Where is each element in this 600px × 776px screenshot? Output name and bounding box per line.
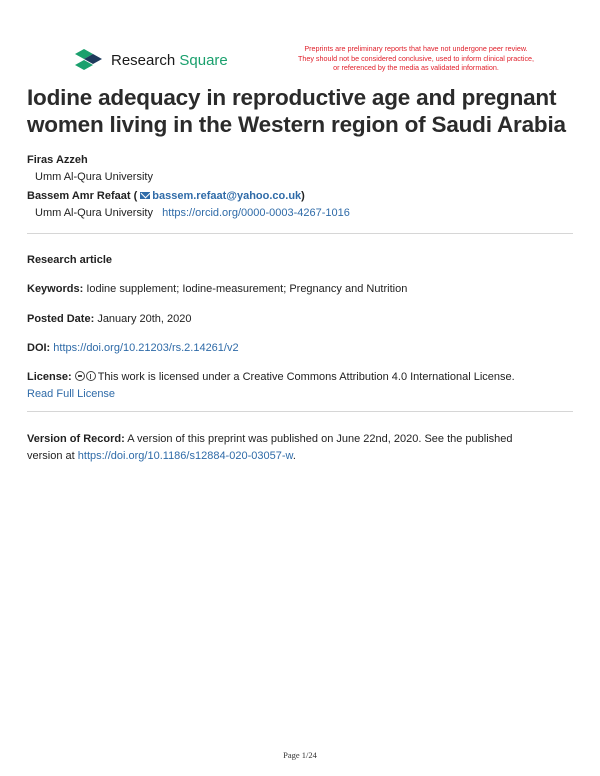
doi-label: DOI: xyxy=(27,342,51,354)
published-version-link[interactable]: https://doi.org/10.1186/s12884-020-03057-w xyxy=(77,450,293,462)
keywords-line xyxy=(27,283,407,295)
author-affiliation-line xyxy=(35,207,350,219)
license-line xyxy=(27,371,515,383)
disclaimer-line: or referenced by the media as validated information. xyxy=(333,63,499,72)
posted-date-line xyxy=(27,313,192,325)
author-name: Bassem Amr Refaat xyxy=(27,190,131,202)
keywords-value: Iodine supplement; Iodine-measurement; Pregnancy and Nutrition xyxy=(86,283,408,295)
disclaimer-line: They should not be considered conclusive, used to inform clinical practice, xyxy=(297,53,535,63)
research-square-logo-icon xyxy=(75,49,103,71)
section-divider xyxy=(27,233,573,234)
title-line: women living in the Western region of Saudi Arabia xyxy=(27,112,566,137)
posted-date-label: Posted Date: xyxy=(27,313,95,325)
posted-date-value: January 20th, 2020 xyxy=(97,313,192,325)
creative-commons-icon xyxy=(75,371,85,381)
license-label: License: xyxy=(27,371,72,383)
version-of-record-line xyxy=(27,433,513,445)
attribution-icon xyxy=(86,371,96,381)
article-title xyxy=(27,84,577,138)
version-of-record-text: A version of this preprint was published on June 22nd, 2020. See the published xyxy=(127,433,513,445)
author-email-link[interactable]: bassem.refaat@yahoo.co.uk xyxy=(152,190,302,202)
disclaimer-line: Preprints are preliminary reports that have not undergone peer review. xyxy=(304,44,528,53)
version-of-record-label: Version of Record: xyxy=(27,433,125,445)
preprint-disclaimer xyxy=(266,44,566,73)
doi-link[interactable]: https://doi.org/10.21203/rs.2.14261/v2 xyxy=(53,342,239,354)
envelope-icon xyxy=(140,192,150,199)
author-affiliation: Umm Al-Qura University xyxy=(35,207,153,219)
section-divider xyxy=(27,411,573,412)
page-header xyxy=(0,0,600,80)
author-name: Firas Azzeh xyxy=(27,154,88,166)
title-line: Iodine adequacy in reproductive age and pregnant xyxy=(27,85,557,110)
page-number: Page 1/24 xyxy=(283,750,317,760)
license-text: This work is licensed under a Creative Commons Attribution 4.0 International License. xyxy=(97,371,515,383)
version-of-record-suffix: . xyxy=(292,450,296,462)
logo-wordmark: Research Square xyxy=(111,51,228,69)
research-square-logo[interactable] xyxy=(75,47,228,73)
version-of-record-prefix: version at xyxy=(27,450,75,462)
read-full-license-link[interactable]: Read Full License xyxy=(27,388,116,400)
doi-line xyxy=(27,342,239,354)
version-of-record-line-2 xyxy=(27,450,296,462)
author-affiliation: Umm Al-Qura University xyxy=(35,171,153,183)
keywords-label: Keywords: xyxy=(27,283,84,295)
author-line: Bassem Amr Refaat ( bassem.refaat@yahoo.co.uk) xyxy=(27,190,305,202)
orcid-link[interactable]: https://orcid.org/0000-0003-4267-1016 xyxy=(162,207,350,219)
article-type: Research article xyxy=(27,254,112,266)
